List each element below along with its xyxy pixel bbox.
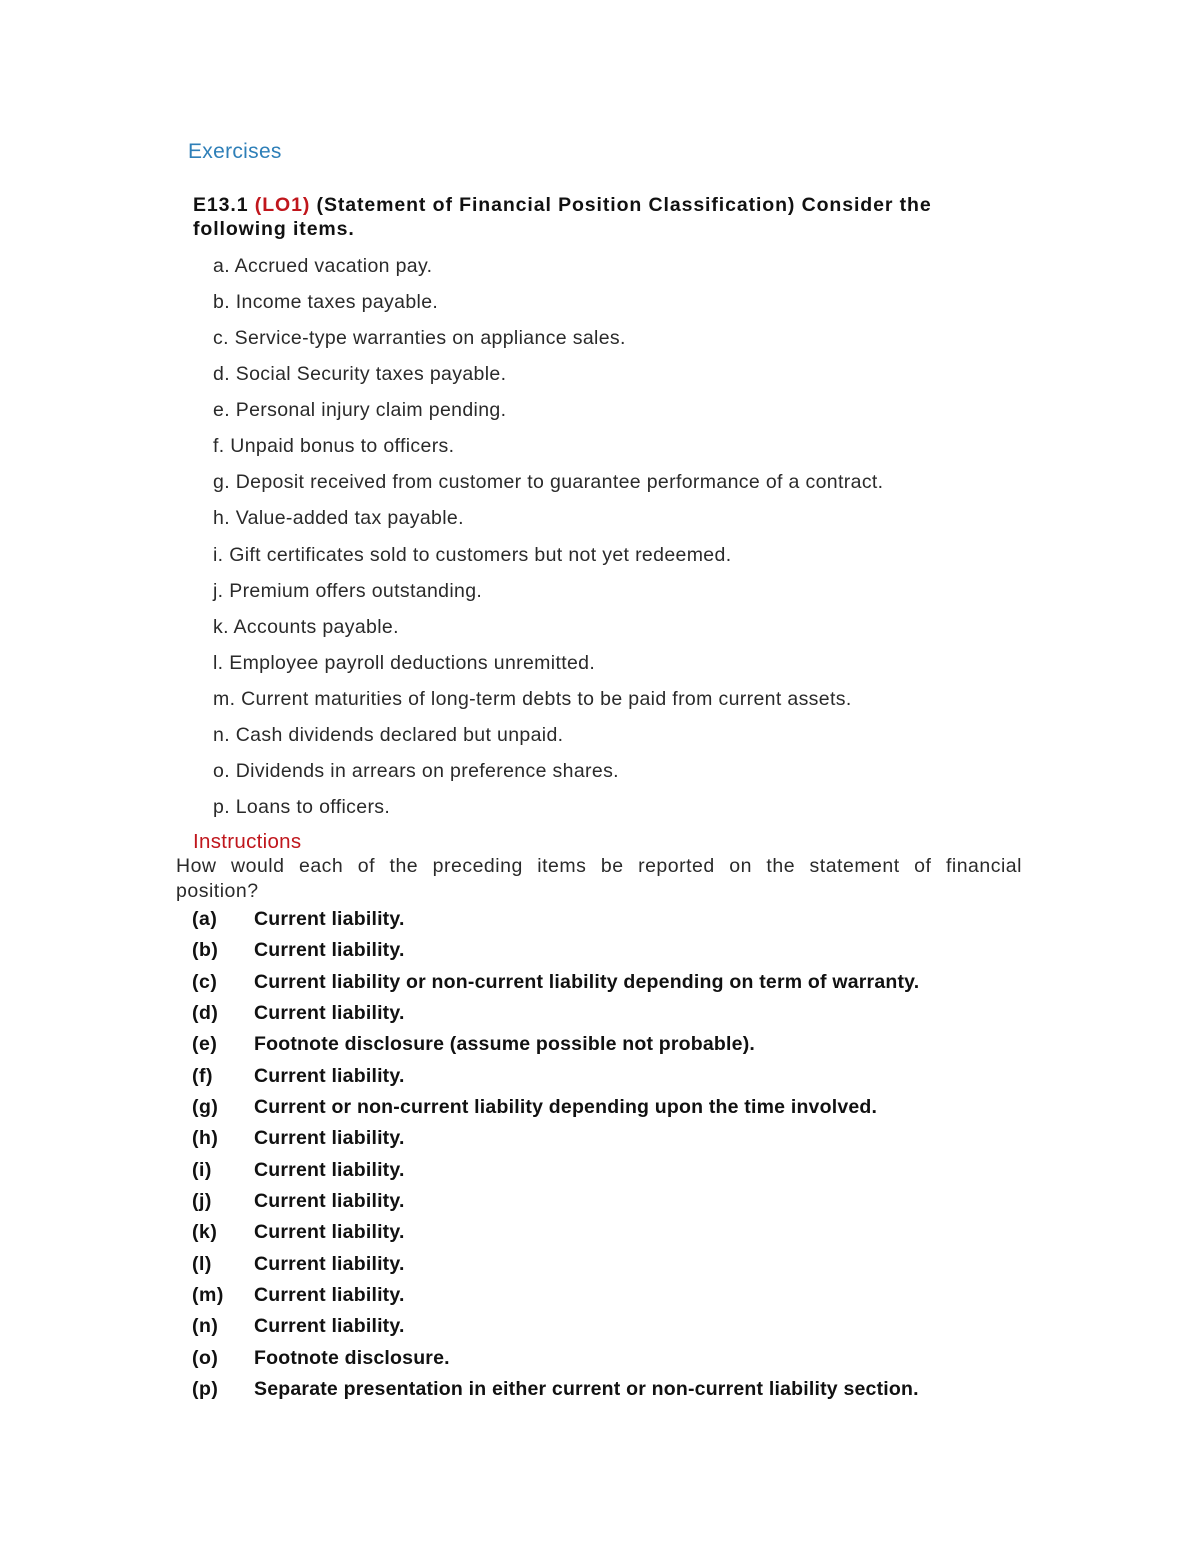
list-item: h. Value-added tax payable. xyxy=(213,507,464,530)
answer-label: (i) xyxy=(192,1158,212,1181)
answer-text: Current or non-current liability depending upon the time involved. xyxy=(254,1095,878,1118)
instructions-heading: Instructions xyxy=(193,830,302,853)
list-item: e. Personal injury claim pending. xyxy=(213,399,507,422)
instructions-text: How would each of the preceding items be reported on the statement of financial position? xyxy=(176,855,1022,902)
answer-text: Separate presentation in either current or non-current liability section. xyxy=(254,1377,919,1400)
answer-row xyxy=(192,1030,919,1061)
list-item: i. Gift certificates sold to customers but not yet redeemed. xyxy=(213,543,732,566)
answer-label: (l) xyxy=(192,1252,212,1275)
list-item: b. Income taxes payable. xyxy=(213,291,439,314)
answer-text: Current liability. xyxy=(254,1158,405,1181)
answer-text: Footnote disclosure. xyxy=(254,1346,450,1369)
answer-label: (b) xyxy=(192,939,219,962)
answer-row xyxy=(192,1093,919,1124)
list-item: l. Employee payroll deductions unremitted. xyxy=(213,651,596,674)
answer-row xyxy=(192,1344,919,1375)
list-item: f. Unpaid bonus to officers. xyxy=(213,435,455,458)
answer-text: Current liability. xyxy=(254,1315,405,1338)
answer-text: Current liability. xyxy=(254,1001,405,1024)
list-item: p. Loans to officers. xyxy=(213,795,391,818)
answer-label: (o) xyxy=(192,1346,219,1369)
items-list xyxy=(213,252,883,829)
list-item: n. Cash dividends declared but unpaid. xyxy=(213,723,564,746)
answer-text: Current liability. xyxy=(254,939,405,962)
answer-text: Current liability. xyxy=(254,1283,405,1306)
answer-row xyxy=(192,1124,919,1155)
answer-row xyxy=(192,905,919,936)
answer-text: Current liability. xyxy=(254,1252,405,1275)
list-item: k. Accounts payable. xyxy=(213,615,399,638)
answer-row xyxy=(192,936,919,967)
answer-row xyxy=(192,1250,919,1281)
answer-text: Current liability. xyxy=(254,1221,405,1244)
answer-row xyxy=(192,1218,919,1249)
answer-row xyxy=(192,1156,919,1187)
list-item: d. Social Security taxes payable. xyxy=(213,363,507,386)
answer-label: (h) xyxy=(192,1127,219,1150)
answer-label: (n) xyxy=(192,1315,219,1338)
answer-label: (c) xyxy=(192,970,218,993)
answer-row xyxy=(192,999,919,1030)
list-item: c. Service-type warranties on appliance sales. xyxy=(213,327,626,350)
answer-row xyxy=(192,1375,919,1406)
answer-text: Current liability. xyxy=(254,1064,405,1087)
answer-label: (e) xyxy=(192,1033,218,1056)
exercise-title xyxy=(193,193,1003,241)
answer-text: Current liability. xyxy=(254,1189,405,1212)
list-item: j. Premium offers outstanding. xyxy=(213,579,483,602)
exercise-number: E13.1 xyxy=(193,194,249,216)
answer-row xyxy=(192,1281,919,1312)
answer-label: (k) xyxy=(192,1221,218,1244)
answer-label: (j) xyxy=(192,1189,212,1212)
answer-label: (m) xyxy=(192,1283,224,1306)
answer-text: Footnote disclosure (assume possible not probable). xyxy=(254,1033,756,1056)
section-heading: Exercises xyxy=(188,140,282,163)
answer-row xyxy=(192,968,919,999)
answer-row xyxy=(192,1187,919,1218)
list-item: o. Dividends in arrears on preference shares. xyxy=(213,759,619,782)
answer-label: (g) xyxy=(192,1095,219,1118)
answer-label: (f) xyxy=(192,1064,213,1087)
answer-label: (a) xyxy=(192,908,218,930)
list-item: g. Deposit received from customer to guarantee performance of a contract. xyxy=(213,471,884,494)
answer-text: Current liability. xyxy=(254,908,405,930)
answer-text: Current liability or non-current liability depending on term of warranty. xyxy=(254,970,920,993)
answer-row xyxy=(192,1062,919,1093)
answer-row xyxy=(192,1312,919,1343)
list-item: a. Accrued vacation pay. xyxy=(213,255,433,277)
learning-objective-tag: (LO1) xyxy=(254,194,311,216)
exercise-title-text: (Statement of Financial Position Classification) Consider the following items. xyxy=(193,194,932,240)
answer-text: Current liability. xyxy=(254,1127,405,1150)
list-item: m. Current maturities of long-term debts to be paid from current assets. xyxy=(213,687,852,710)
answer-label: (d) xyxy=(192,1001,219,1024)
answers-list xyxy=(192,905,919,1406)
answer-label: (p) xyxy=(192,1377,219,1400)
